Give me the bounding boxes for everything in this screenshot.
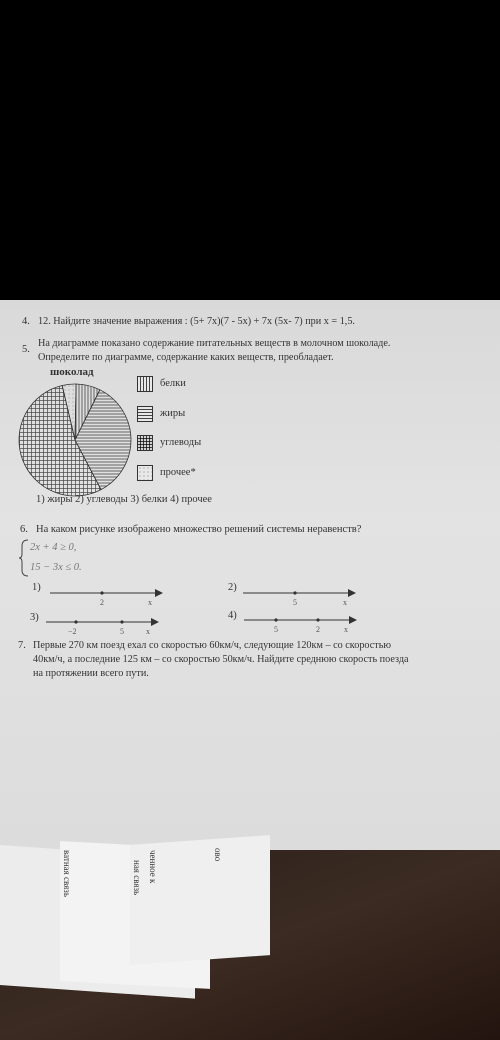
chart-title: шоколад [50, 366, 94, 378]
legend-swatch-fat [137, 406, 153, 422]
option-1-tick-x: x [148, 598, 152, 607]
q5-answers: 1) жиры 2) углеводы 3) белки 4) прочее [36, 494, 212, 505]
system-brace [18, 538, 30, 578]
inequality-2: 15 − 3x ≤ 0. [30, 562, 82, 573]
worksheet-page [0, 300, 500, 855]
legend-label-protein: белки [160, 378, 186, 389]
inequality-1: 2x + 4 ≥ 0, [30, 542, 77, 553]
q5-number: 5. [22, 344, 30, 355]
option-3-tick-x: x [146, 627, 150, 636]
option-4-tick-5: 5 [274, 625, 278, 634]
q7-line2: 40км/ч, а последние 125 км – со скоростью 50км/ч. Найдите среднюю скорость поезда [33, 654, 409, 665]
option-2-tick-5: 5 [293, 598, 297, 607]
option-4-tick-x: x [344, 625, 348, 634]
q4-number: 4. [22, 316, 30, 327]
q6-number: 6. [20, 524, 28, 535]
under-page-text-4: ово [213, 848, 223, 862]
q7-line3: на протяжении всего пути. [33, 668, 149, 679]
number-line-4 [244, 612, 359, 638]
legend-label-fat: жиры [160, 408, 186, 419]
legend-swatch-carbs [137, 435, 153, 451]
option-3-tick-minus2: −2 [68, 627, 77, 636]
legend-swatch-other [137, 465, 153, 481]
legend-label-carbs: углеводы [160, 437, 202, 448]
option-1-tick-2: 2 [100, 598, 104, 607]
q4-text: 12. Найдите значение выражения : (5+ 7x)(7 - 5x) + 7x (5x- 7) при x = 1,5. [38, 316, 355, 327]
number-line-3 [46, 614, 161, 640]
legend-label-other: прочее* [160, 467, 196, 478]
option-2-label: 2) [228, 582, 237, 593]
option-4-label: 4) [228, 610, 237, 621]
option-4-tick-2: 2 [316, 625, 320, 634]
legend-swatch-protein [137, 376, 153, 392]
option-1-label: 1) [32, 582, 41, 593]
number-line-2 [243, 585, 358, 607]
q5-line1: На диаграмме показано содержание питательных веществ в молочном шоколаде. [38, 338, 391, 349]
option-2-tick-x: x [343, 598, 347, 607]
q7-number: 7. [18, 640, 26, 651]
q5-line2: Определите по диаграмме, содержание каких веществ, преобладает. [38, 352, 334, 363]
option-3-label: 3) [30, 612, 39, 623]
pie-chart [15, 380, 135, 500]
under-page-text-1: ватная связь [62, 850, 72, 897]
option-3-tick-5: 5 [120, 627, 124, 636]
under-page-text-3: ная связь [132, 860, 142, 896]
q7-line1: Первые 270 км поезд ехал со скоростью 60км/ч, следующие 120км – со скоростью [33, 640, 391, 651]
under-page-text-2: ченное к [148, 850, 158, 884]
q6-text: На каком рисунке изображено множество решений системы неравенств? [36, 524, 362, 535]
number-line-1 [50, 585, 165, 607]
